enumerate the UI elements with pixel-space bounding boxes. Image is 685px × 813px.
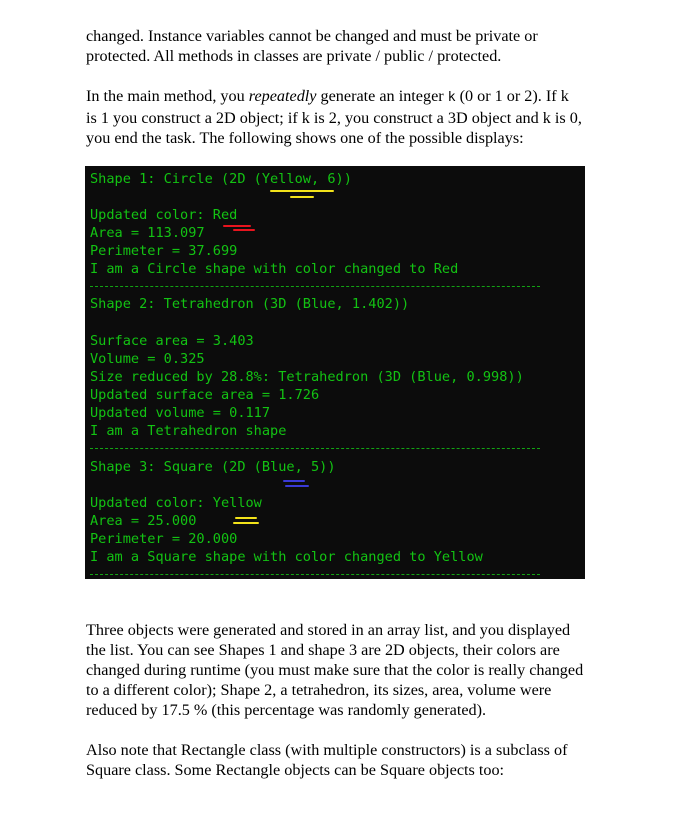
yellow-underline-mark [290, 196, 314, 198]
text-line: changed. Instance variables cannot be changed and must be private or [86, 27, 538, 45]
yellow-underline-mark [235, 517, 257, 519]
blue-underline-mark [283, 480, 305, 482]
text-line: protected. All methods in classes are private / public / protected. [86, 47, 502, 65]
blue-underline-mark [285, 485, 309, 487]
console-separator [90, 574, 540, 575]
console-output-panel [85, 166, 585, 579]
console-separator [90, 448, 540, 449]
text-line [86, 86, 626, 108]
console-line-perimeter: Perimeter = 20.000 [90, 531, 238, 547]
text-line: reduced by 17.5 % (this percentage was randomly generated). [86, 701, 487, 719]
console-line-updated-surface-area: Updated surface area = 1.726 [90, 387, 320, 403]
console-line-area: Area = 25.000 [90, 513, 197, 529]
paragraph-rectangle-note [86, 740, 626, 780]
console-line-updated-color: Updated color: Yellow [90, 495, 262, 511]
console-line-surface-area: Surface area = 3.403 [90, 333, 254, 349]
red-underline-mark [233, 229, 255, 231]
console-line-volume: Volume = 0.325 [90, 351, 205, 367]
console-line-perimeter: Perimeter = 37.699 [90, 243, 238, 259]
text-line: you end the task. The following shows one of the possible displays: [86, 129, 524, 147]
console-line-size-reduced: Size reduced by 28.8%: Tetrahedron (3D (Blue, 0.998)) [90, 369, 524, 385]
paragraph-intro [86, 26, 626, 66]
console-line-description: I am a Square shape with color changed to Yellow [90, 549, 483, 565]
console-line-area: Area = 113.097 [90, 225, 205, 241]
yellow-underline-mark [233, 522, 259, 524]
inline-code-k: k [447, 90, 456, 105]
console-line-shape1-header: Shape 1: Circle (2D (Yellow, 6)) [90, 171, 352, 187]
text-line: Also note that Rectangle class (with multiple constructors) is a subclass of [86, 741, 568, 759]
text-line: to a different color); Shape 2, a tetrahedron, its sizes, area, volume were [86, 681, 552, 699]
text-line: changed during runtime (you must make sure that the color is really changed [86, 661, 584, 679]
console-line-shape3-header: Shape 3: Square (2D (Blue, 5)) [90, 459, 336, 475]
console-line-description: I am a Circle shape with color changed to Red [90, 261, 459, 277]
text-line: Three objects were generated and stored in an array list, and you displayed [86, 621, 571, 639]
text-line: is 1 you construct a 2D object; if k is 2, you construct a 3D object and k is 0, [86, 109, 582, 127]
console-line-shape2-header: Shape 2: Tetrahedron (3D (Blue, 1.402)) [90, 296, 410, 312]
text-span: generate an integer [316, 87, 448, 105]
paragraph-explanation [86, 620, 626, 720]
text-span: (0 or 1 or 2). If k [455, 87, 569, 105]
text-line: Square class. Some Rectangle objects can be Square objects too: [86, 761, 505, 779]
yellow-underline-mark [270, 190, 334, 192]
console-line-updated-color: Updated color: Red [90, 207, 238, 223]
console-line-description: I am a Tetrahedron shape [90, 423, 287, 439]
red-underline-mark [223, 225, 251, 227]
console-separator [90, 286, 540, 287]
console-line-updated-volume: Updated volume = 0.117 [90, 405, 271, 421]
text-span: In the main method, you [86, 87, 249, 105]
paragraph-main-method [86, 86, 626, 148]
text-line: the list. You can see Shapes 1 and shape 3 are 2D objects, their colors are [86, 641, 560, 659]
emphasis-repeatedly: repeatedly [248, 87, 317, 105]
